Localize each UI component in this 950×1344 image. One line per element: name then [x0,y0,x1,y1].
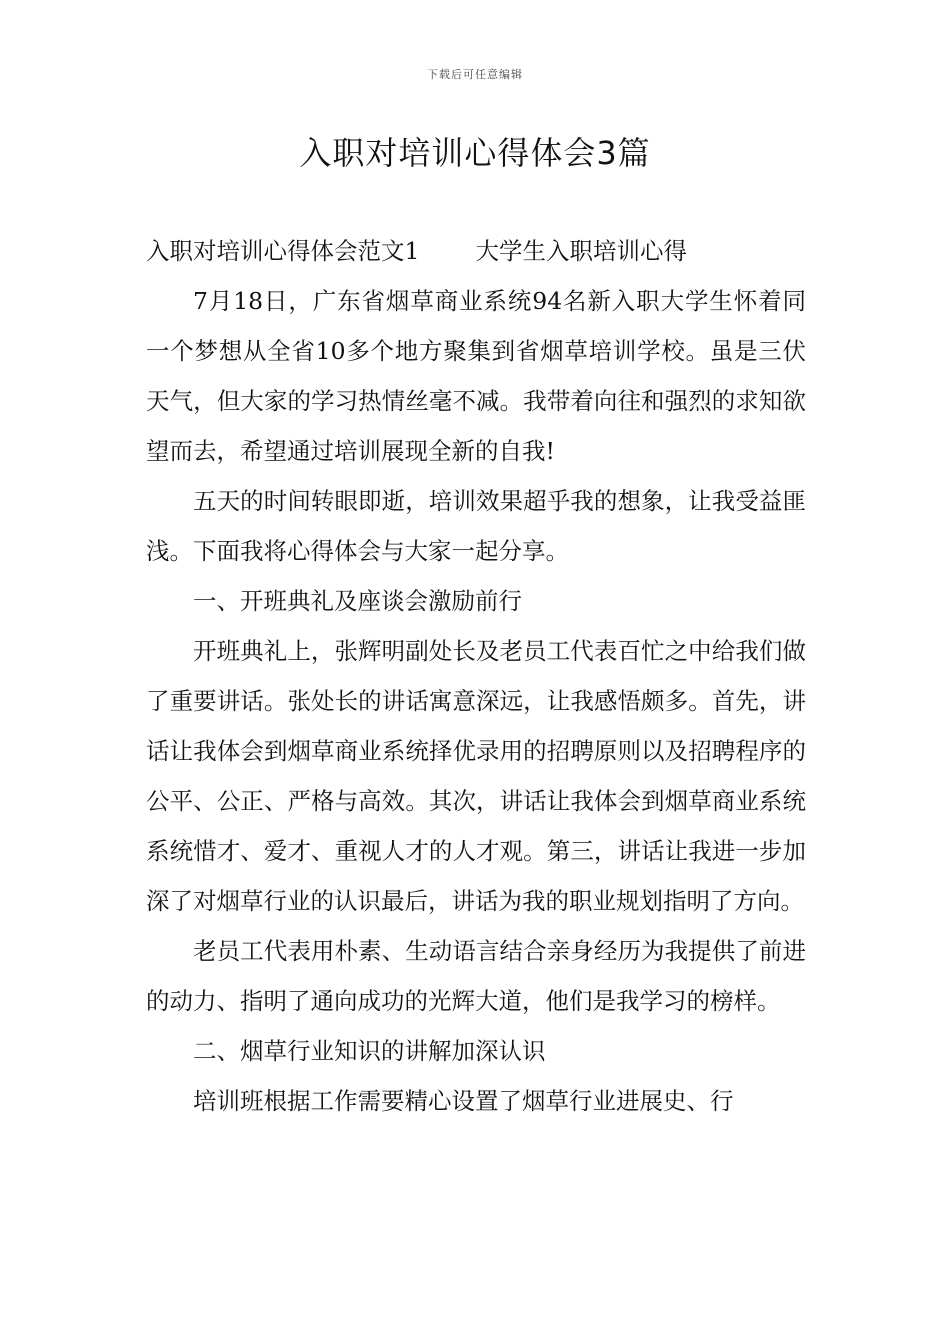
subtitle-left: 入职对培训心得体会范文1 [146,237,420,265]
paragraph-3: 开班典礼上，张辉明副处长及老员工代表百忙之中给我们做了重要讲话。张处长的讲话寓意深远，让我感悟颇多。首先，讲话让我体会到烟草商业系统择优录用的招聘原则以及招聘程序的公平、公正、严格与高效。其次，讲话让我体会到烟草商业系统系统惜才、爱才、重视人才的人才观。第三，讲话让我进一步加深了对烟草行业的认识最后，讲话为我的职业规划指明了方向。 [146,637,806,915]
document-body [146,226,806,1126]
section-heading-2: 二、烟草行业知识的讲解加深认识 [193,1037,546,1065]
subtitle-right: 大学生入职培训心得 [475,237,687,265]
page-title: 入职对培训心得体会3篇 [299,134,651,172]
paragraph-5: 培训班根据工作需要精心设置了烟草行业进展史、行 [193,1087,734,1115]
paragraph-2: 五天的时间转眼即逝，培训效果超乎我的想象，让我受益匪浅。下面我将心得体会与大家一起分享。 [146,487,806,565]
section-heading-1: 一、开班典礼及座谈会激励前行 [193,587,522,615]
paragraph-1: 7月18日，广东省烟草商业系统94名新入职大学生怀着同一个梦想从全省10多个地方聚集到省烟草培训学校。虽是三伏天气，但大家的学习热情丝毫不减。我带着向往和强烈的求知欲望而去，希望通过培训展现全新的自我! [146,287,806,465]
document-subtitle [146,226,806,276]
paragraph-4: 老员工代表用朴素、生动语言结合亲身经历为我提供了前进的动力、指明了通向成功的光辉大道，他们是我学习的榜样。 [146,937,806,1015]
header-note: 下载后可任意编辑 [427,68,523,81]
